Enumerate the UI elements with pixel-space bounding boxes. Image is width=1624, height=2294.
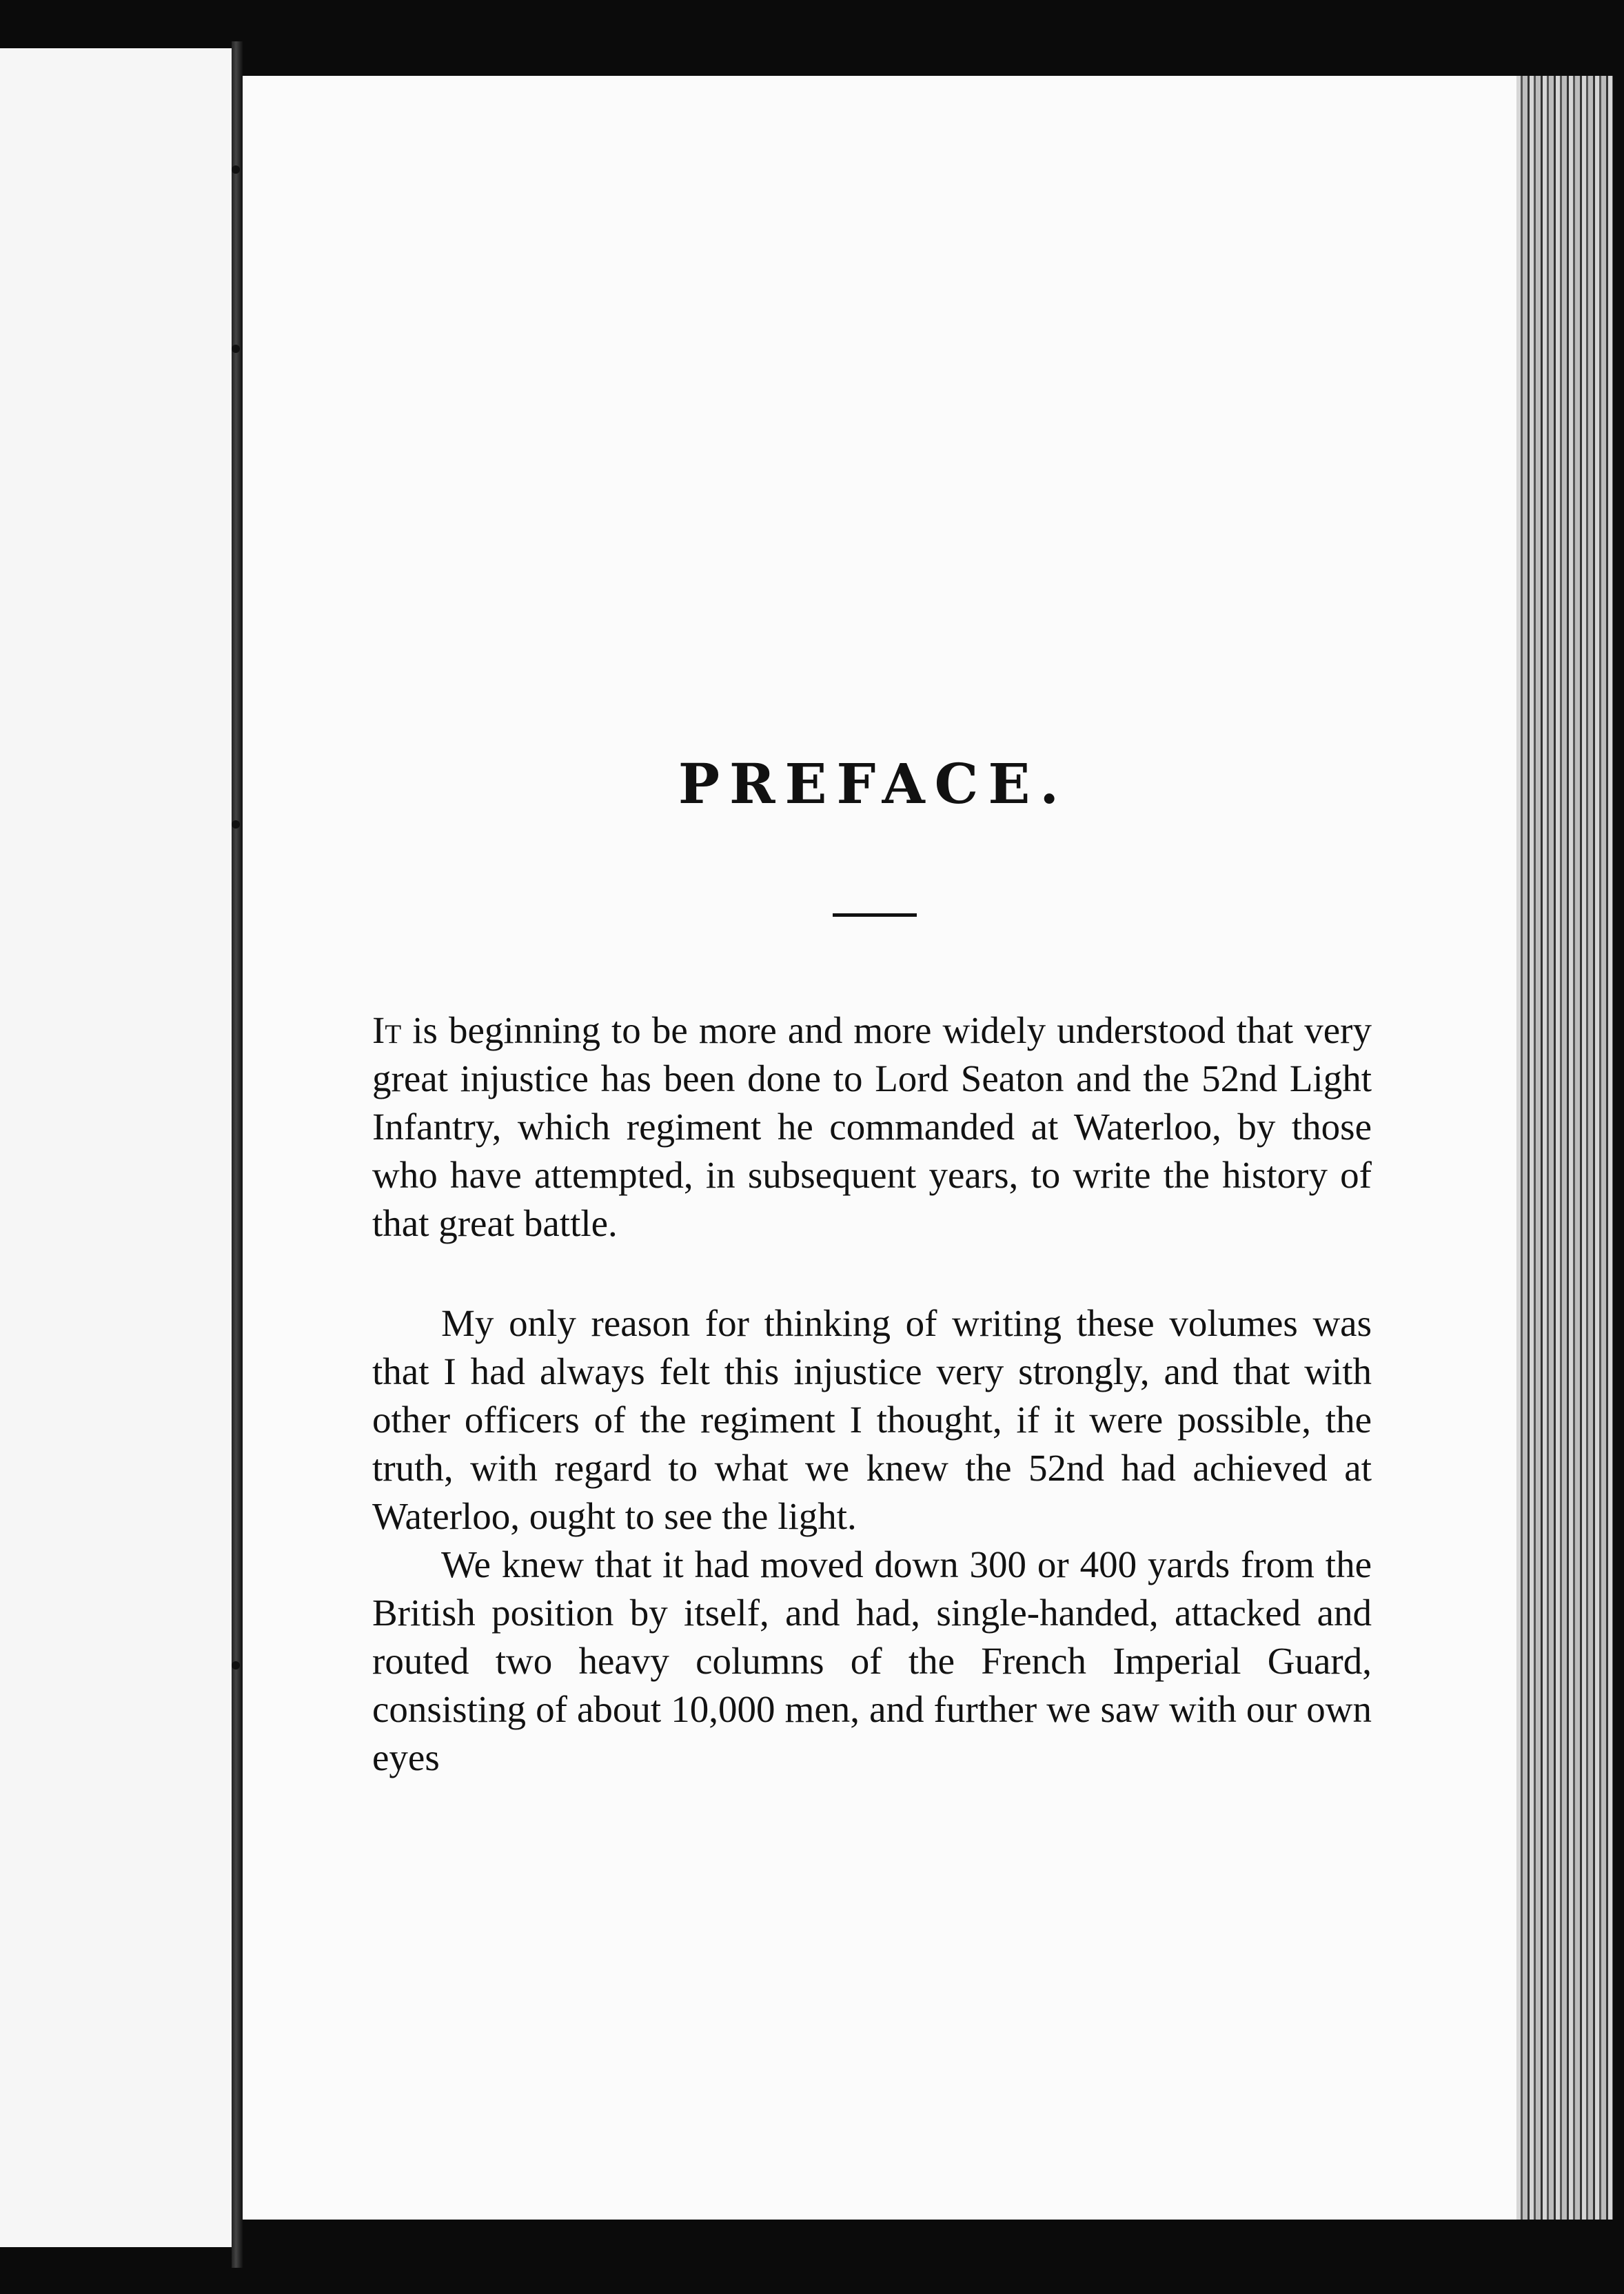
page-heading: PREFACE. xyxy=(678,751,1069,816)
binding-mark xyxy=(232,820,240,829)
preface-body xyxy=(372,1006,1372,1782)
paragraph-gap xyxy=(372,1248,1372,1299)
page-stack-edge xyxy=(1516,76,1613,2220)
heading-rule xyxy=(833,913,917,917)
paragraph-2: My only reason for thinking of writing these volumes was that I had always felt this injustice very strongly, and that with other officers of the regiment I thought, if it were possible, the truth, with regard to what we knew the 52nd had achieved at Waterloo, ought to see the light. xyxy=(372,1302,1372,1537)
binding-mark xyxy=(232,345,240,353)
page-gutter xyxy=(232,41,243,2268)
left-facing-page xyxy=(0,48,237,2247)
paragraph-3: We knew that it had moved down 300 or 400 yards from the British position by itself, and had, single-handed, attacked and routed two heavy columns of the French Imperial Guard, consisting of about 10,000 men, and further we saw with our own eyes xyxy=(372,1543,1372,1778)
binding-mark xyxy=(232,1661,240,1669)
binding-mark xyxy=(232,165,240,174)
paragraph-1-text: is beginning to be more and more widely understood that very great injustice has been done to Lord Seaton and the 52nd Light Infantry, which regiment he commanded at Waterloo, by those who have attempted, in subsequent years, to write the history of that great battle. xyxy=(372,1009,1372,1244)
paragraph-1 xyxy=(372,1006,1372,1248)
paragraph-1-lead: It xyxy=(372,1009,402,1051)
